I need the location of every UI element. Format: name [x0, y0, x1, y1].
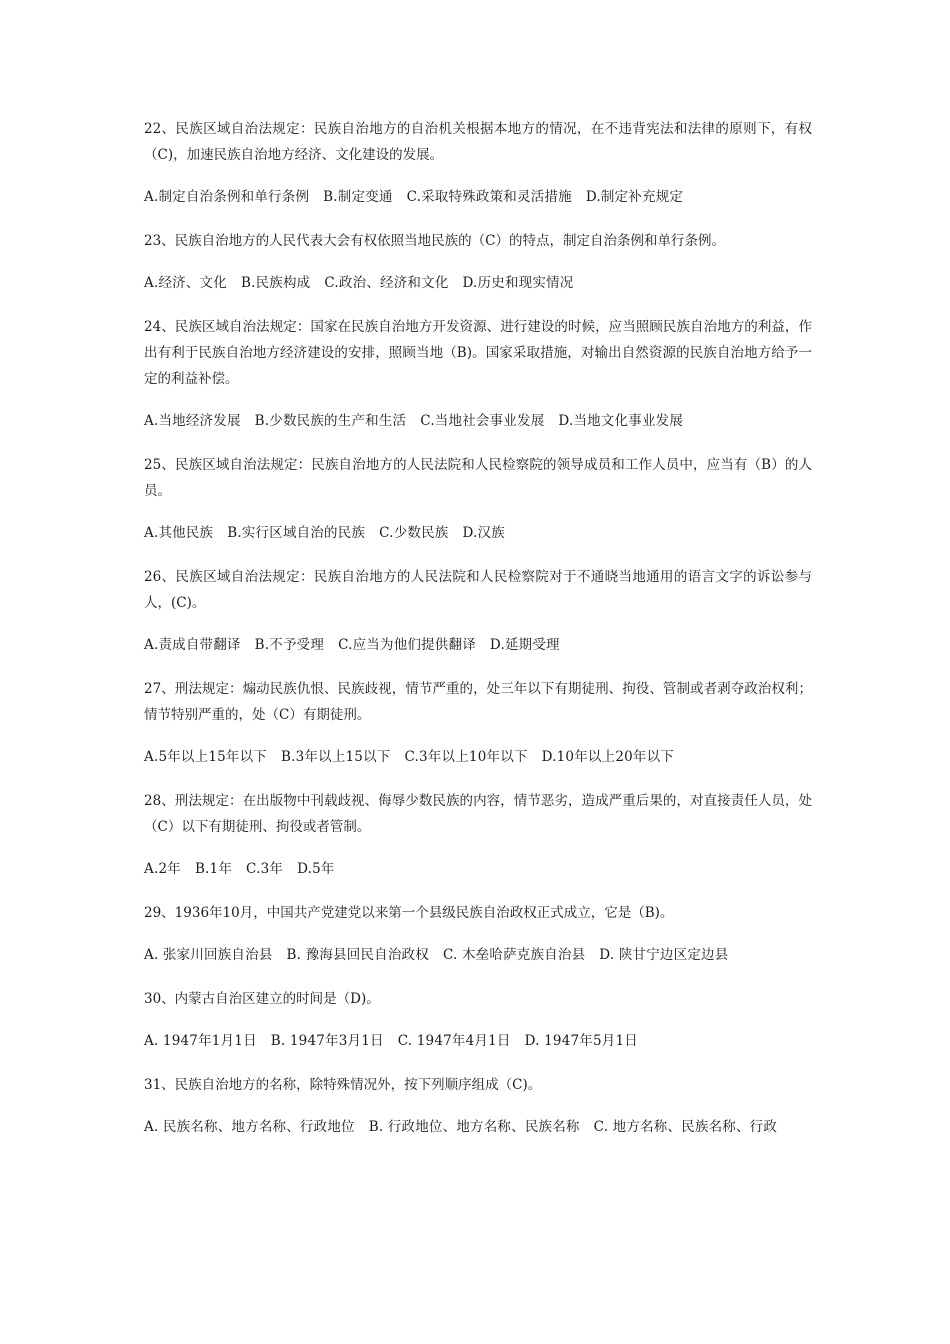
document-page — [144, 116, 812, 1158]
options-25 — [144, 520, 812, 546]
option-a: A. 张家川回族自治县 — [144, 947, 273, 963]
option-d: D.汉族 — [462, 525, 505, 541]
option-d: D.延期受理 — [489, 637, 560, 653]
option-d: D.当地文化事业发展 — [558, 413, 684, 429]
options-30 — [144, 1028, 812, 1054]
option-a: A.其他民族 — [144, 525, 214, 541]
option-b: B.1年 — [194, 861, 233, 877]
option-c: C.政治、经济和文化 — [324, 275, 449, 291]
option-a: A.责成自带翻译 — [144, 637, 241, 653]
option-c: C.3年以上10年以下 — [404, 749, 528, 765]
option-d: D.5年 — [297, 861, 335, 877]
question-26: 26、民族区域自治法规定：民族自治地方的人民法院和人民检察院对于不通晓当地通用的语言文字的诉讼参与人，(C)。 — [144, 569, 812, 611]
option-c: C.应当为他们提供翻译 — [338, 637, 476, 653]
question-23: 23、民族自治地方的人民代表大会有权依照当地民族的（C）的特点，制定自治条例和单行条例。 — [144, 233, 726, 249]
question-31: 31、民族自治地方的名称，除特殊情况外，按下列顺序组成（C)。 — [144, 1077, 542, 1093]
option-c: C. 地方名称、民族名称、行政 — [593, 1119, 778, 1135]
question-27: 27、刑法规定：煽动民族仇恨、民族歧视，情节严重的，处三年以下有期徒刑、拘役、管制或者剥夺政治权利；情节特别严重的，处（C）有期徒刑。 — [144, 681, 812, 723]
question-29: 29、1936年10月，中国共产党建党以来第一个县级民族自治政权正式成立，它是（B)。 — [144, 905, 674, 921]
options-24 — [144, 408, 812, 434]
option-c: C.采取特殊政策和灵活措施 — [406, 189, 572, 205]
question-28: 28、刑法规定：在出版物中刊载歧视、侮辱少数民族的内容，情节恶劣，造成严重后果的，对直接责任人员，处（C）以下有期徒刑、拘役或者管制。 — [144, 793, 812, 835]
options-27 — [144, 744, 812, 770]
option-d: D. 1947年5月1日 — [524, 1033, 638, 1049]
option-b: B. 1947年3月1日 — [270, 1033, 384, 1049]
option-b: B.民族构成 — [240, 275, 311, 291]
option-a: A.制定自治条例和单行条例 — [144, 189, 310, 205]
question-24: 24、民族区域自治法规定：国家在民族自治地方开发资源、进行建设的时候，应当照顾民族自治地方的利益，作出有利于民族自治地方经济建设的安排，照顾当地（B)。国家采取措施，对输出自然资源的民族自治地方给予一定的利益补偿。 — [144, 319, 812, 387]
option-b: B. 豫海县回民自治政权 — [286, 947, 429, 963]
option-b: B. 行政地位、地方名称、民族名称 — [368, 1119, 580, 1135]
option-a: A.经济、文化 — [144, 275, 227, 291]
option-d: D. 陕甘宁边区定边县 — [599, 947, 729, 963]
question-30: 30、内蒙古自治区建立的时间是（D)。 — [144, 991, 380, 1007]
option-a: A. 民族名称、地方名称、行政地位 — [144, 1119, 355, 1135]
option-b: B.3年以上15以下 — [281, 749, 391, 765]
options-29 — [144, 942, 812, 968]
option-c: C.3年 — [246, 861, 284, 877]
option-c: C. 木垒哈萨克族自治县 — [442, 947, 586, 963]
option-c: C.少数民族 — [379, 525, 449, 541]
options-22 — [144, 184, 812, 210]
question-22: 22、民族区域自治法规定：民族自治地方的自治机关根据本地方的情况，在不违背宪法和法律的原则下，有权（C)，加速民族自治地方经济、文化建设的发展。 — [144, 121, 812, 163]
option-a: A. 1947年1月1日 — [144, 1033, 257, 1049]
option-b: B.不予受理 — [254, 637, 325, 653]
option-b: B.实行区域自治的民族 — [227, 525, 366, 541]
option-c: C. 1947年4月1日 — [397, 1033, 511, 1049]
option-d: D.制定补充规定 — [585, 189, 684, 205]
option-b: B.制定变通 — [323, 189, 393, 205]
option-a: A.2年 — [144, 861, 181, 877]
options-23 — [144, 270, 812, 296]
option-a: A.当地经济发展 — [144, 413, 241, 429]
option-c: C.当地社会事业发展 — [420, 413, 545, 429]
option-d: D.历史和现实情况 — [462, 275, 574, 291]
options-28 — [144, 856, 812, 882]
option-d: D.10年以上20年以下 — [541, 749, 674, 765]
options-31 — [144, 1114, 812, 1140]
question-25: 25、民族区域自治法规定：民族自治地方的人民法院和人民检察院的领导成员和工作人员中，应当有（B）的人员。 — [144, 457, 812, 499]
option-b: B.少数民族的生产和生活 — [254, 413, 407, 429]
option-a: A.5年以上15年以下 — [144, 749, 268, 765]
options-26 — [144, 632, 812, 658]
